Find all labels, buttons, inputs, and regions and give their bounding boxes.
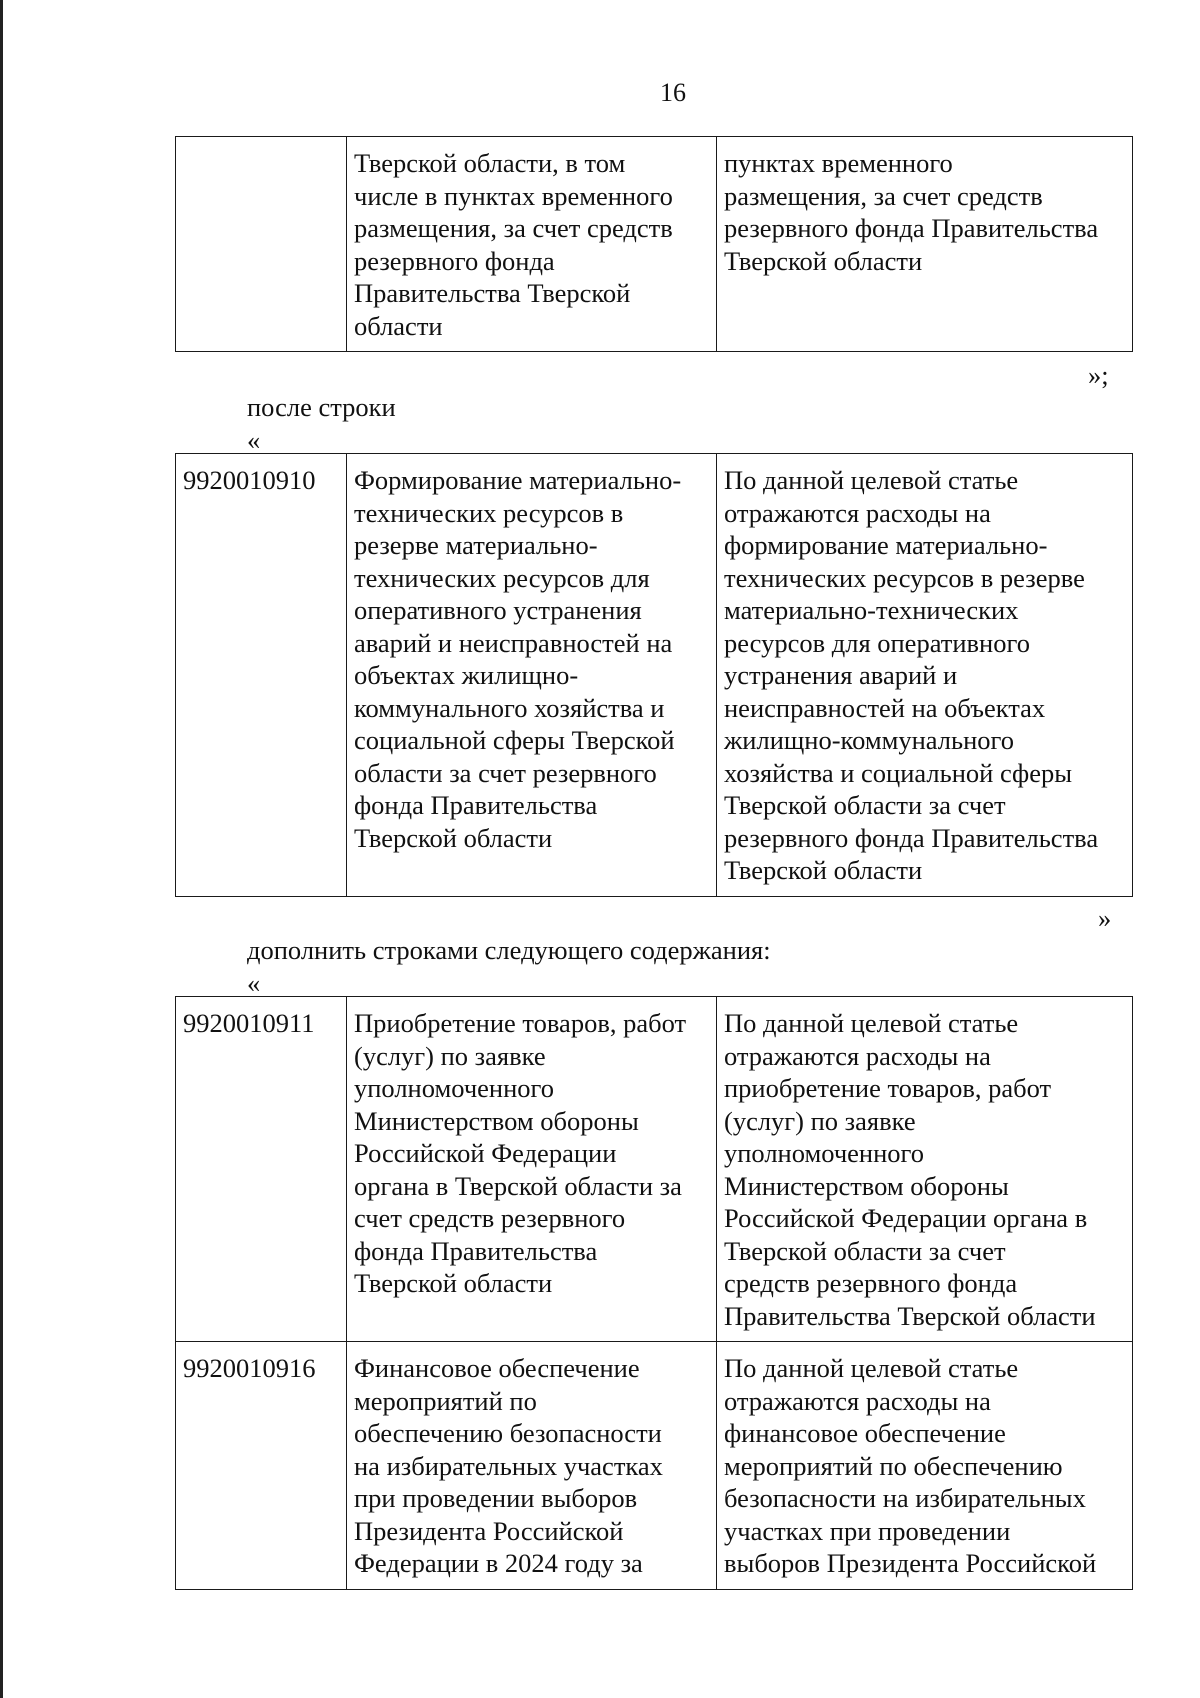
description-cell: По данной целевой статье отражаются расходы на формирование материально- технических ресурсов в резерве материально-технических ресурсов для оперативного устранения аварий и неисправностей на объектах жилищно-коммунального хозяйства и социальной сферы Тверской области за счет резервного фонда Правительства Тверской области	[717, 454, 1133, 897]
description-cell: пунктах временного размещения, за счет средств резервного фонда Правительства Тверской области	[717, 137, 1133, 352]
code-cell	[176, 137, 347, 352]
table-row	[176, 1342, 1133, 1590]
code-cell: 9920010910	[176, 454, 347, 897]
table-row	[176, 454, 1133, 897]
table-new-rows	[175, 996, 1133, 1590]
table-row	[176, 137, 1133, 352]
page-number: 16	[660, 78, 686, 107]
table-after-row	[175, 453, 1133, 897]
opening-quote: «	[247, 968, 261, 998]
table-continued	[175, 136, 1133, 352]
closing-quote-semicolon: »;	[1088, 360, 1109, 390]
page-edge-shadow	[0, 0, 3, 1698]
name-cell: Тверской области, в том числе в пунктах временного размещения, за счет средств резервного фонда Правительства Тверской области	[347, 137, 717, 352]
description-cell: По данной целевой статье отражаются расходы на финансовое обеспечение мероприятий по обеспечению безопасности на избирательных участках при проведении выборов Президента Российской	[717, 1342, 1133, 1590]
after-row-text: после строки	[247, 392, 396, 422]
code-cell: 9920010916	[176, 1342, 347, 1590]
code-cell: 9920010911	[176, 997, 347, 1342]
description-cell: По данной целевой статье отражаются расходы на приобретение товаров, работ (услуг) по заявке уполномоченного Министерством обороны Российской Федерации органа в Тверской области за счет средств резервного фонда Правительства Тверской области	[717, 997, 1133, 1342]
supplement-text: дополнить строками следующего содержания:	[247, 935, 771, 965]
name-cell: Формирование материально- технических ресурсов в резерве материально- технических ресурсов для оперативного устранения аварий и неисправностей на объектах жилищно- коммунального хозяйства и социальной сферы Тверской области за счет резервного фонда Правительства Тверской области	[347, 454, 717, 897]
closing-quote: »	[1098, 903, 1112, 933]
opening-quote: «	[247, 425, 261, 455]
table-row	[176, 997, 1133, 1342]
name-cell: Приобретение товаров, работ (услуг) по заявке уполномоченного Министерством обороны Российской Федерации органа в Тверской области за счет средств резервного фонда Правительства Тверской области	[347, 997, 717, 1342]
name-cell: Финансовое обеспечение мероприятий по обеспечению безопасности на избирательных участках при проведении выборов Президента Российской Федерации в 2024 году за	[347, 1342, 717, 1590]
